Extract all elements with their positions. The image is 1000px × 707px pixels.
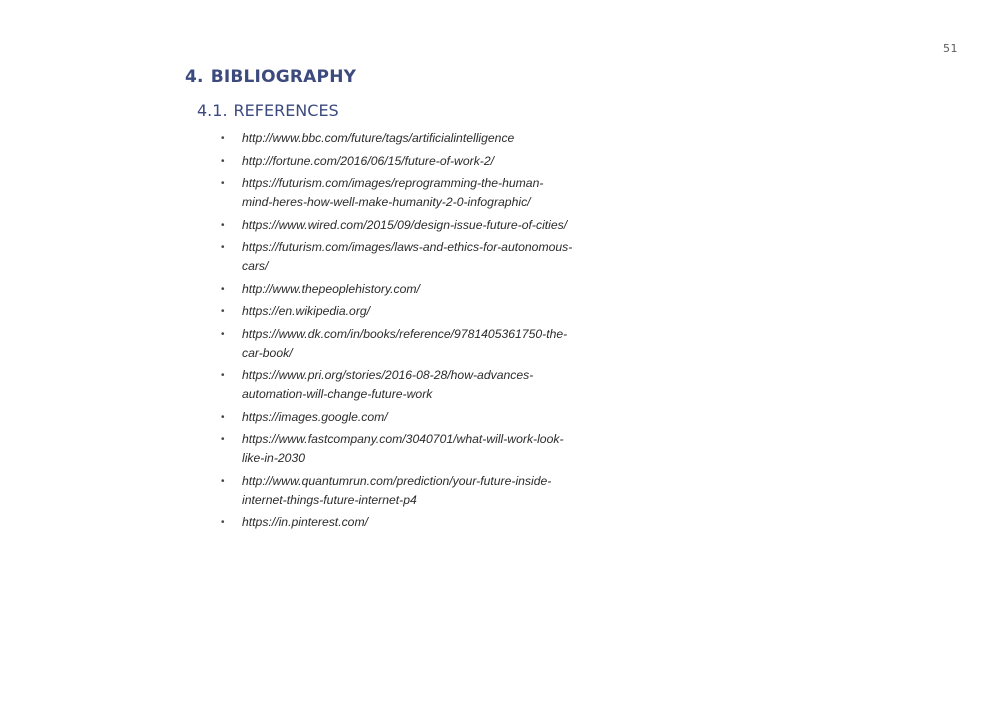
reference-line[interactable]: • http://www.thepeoplehistory.com/ [242,281,420,296]
subsection-title: REFERENCES [233,101,339,120]
reference-item[interactable] [242,216,566,235]
reference-line[interactable]: • https://in.pinterest.com/ [242,515,368,529]
reference-item[interactable] [242,430,566,468]
reference-item[interactable] [242,472,566,510]
reference-item[interactable] [242,129,566,148]
reference-item[interactable] [242,302,566,321]
reference-line[interactable]: • https://en.wikipedia.org/ [242,304,371,318]
reference-item[interactable] [242,513,566,532]
reference-item[interactable] [242,366,566,404]
reference-line[interactable]: • https://www.dk.com/in/books/reference/9781405361750-the- [242,326,568,341]
reference-line[interactable]: • https://www.pri.org/stories/2016-08-28/how-advances- [242,368,534,382]
reference-line[interactable]: • https://futurism.com/images/laws-and-ethics-for-autonomous- [242,240,573,254]
subsection-number: 4.1. [197,101,228,120]
section-title: BIBLIOGRAPHY [210,67,357,87]
reference-item[interactable] [242,408,566,427]
page-number: 51 [943,42,958,55]
reference-line[interactable]: mind-heres-how-well-make-humanity-2-0-infographic/ [242,195,531,209]
reference-item[interactable] [242,325,566,363]
reference-line[interactable]: • http://www.quantumrun.com/prediction/your-future-inside- [242,473,552,488]
reference-line[interactable]: • http://www.bbc.com/future/tags/artificialintelligence [242,131,515,145]
reference-item[interactable] [242,280,566,299]
reference-line[interactable]: • https://www.wired.com/2015/09/design-issue-future-of-cities/ [242,217,568,232]
subsection-heading [197,101,339,120]
reference-list [242,129,573,536]
reference-line[interactable]: • https://images.google.com/ [242,409,388,424]
reference-line[interactable]: • https://www.fastcompany.com/3040701/what-will-work-look- [242,432,564,446]
reference-item[interactable] [242,174,566,212]
reference-line[interactable]: internet-things-future-internet-p4 [242,492,417,507]
reference-line[interactable]: like-in-2030 [242,451,306,465]
reference-item[interactable] [242,238,573,276]
section-heading [185,67,356,87]
reference-line[interactable]: • https://futurism.com/images/reprogramming-the-human- [242,176,544,190]
section-number: 4. [185,67,204,87]
reference-line[interactable]: car-book/ [242,345,293,360]
reference-line[interactable]: • http://fortune.com/2016/06/15/future-of-work-2/ [242,153,495,168]
reference-line[interactable]: cars/ [242,259,269,273]
reference-line[interactable]: automation-will-change-future-work [242,387,433,401]
reference-item[interactable] [242,152,566,171]
